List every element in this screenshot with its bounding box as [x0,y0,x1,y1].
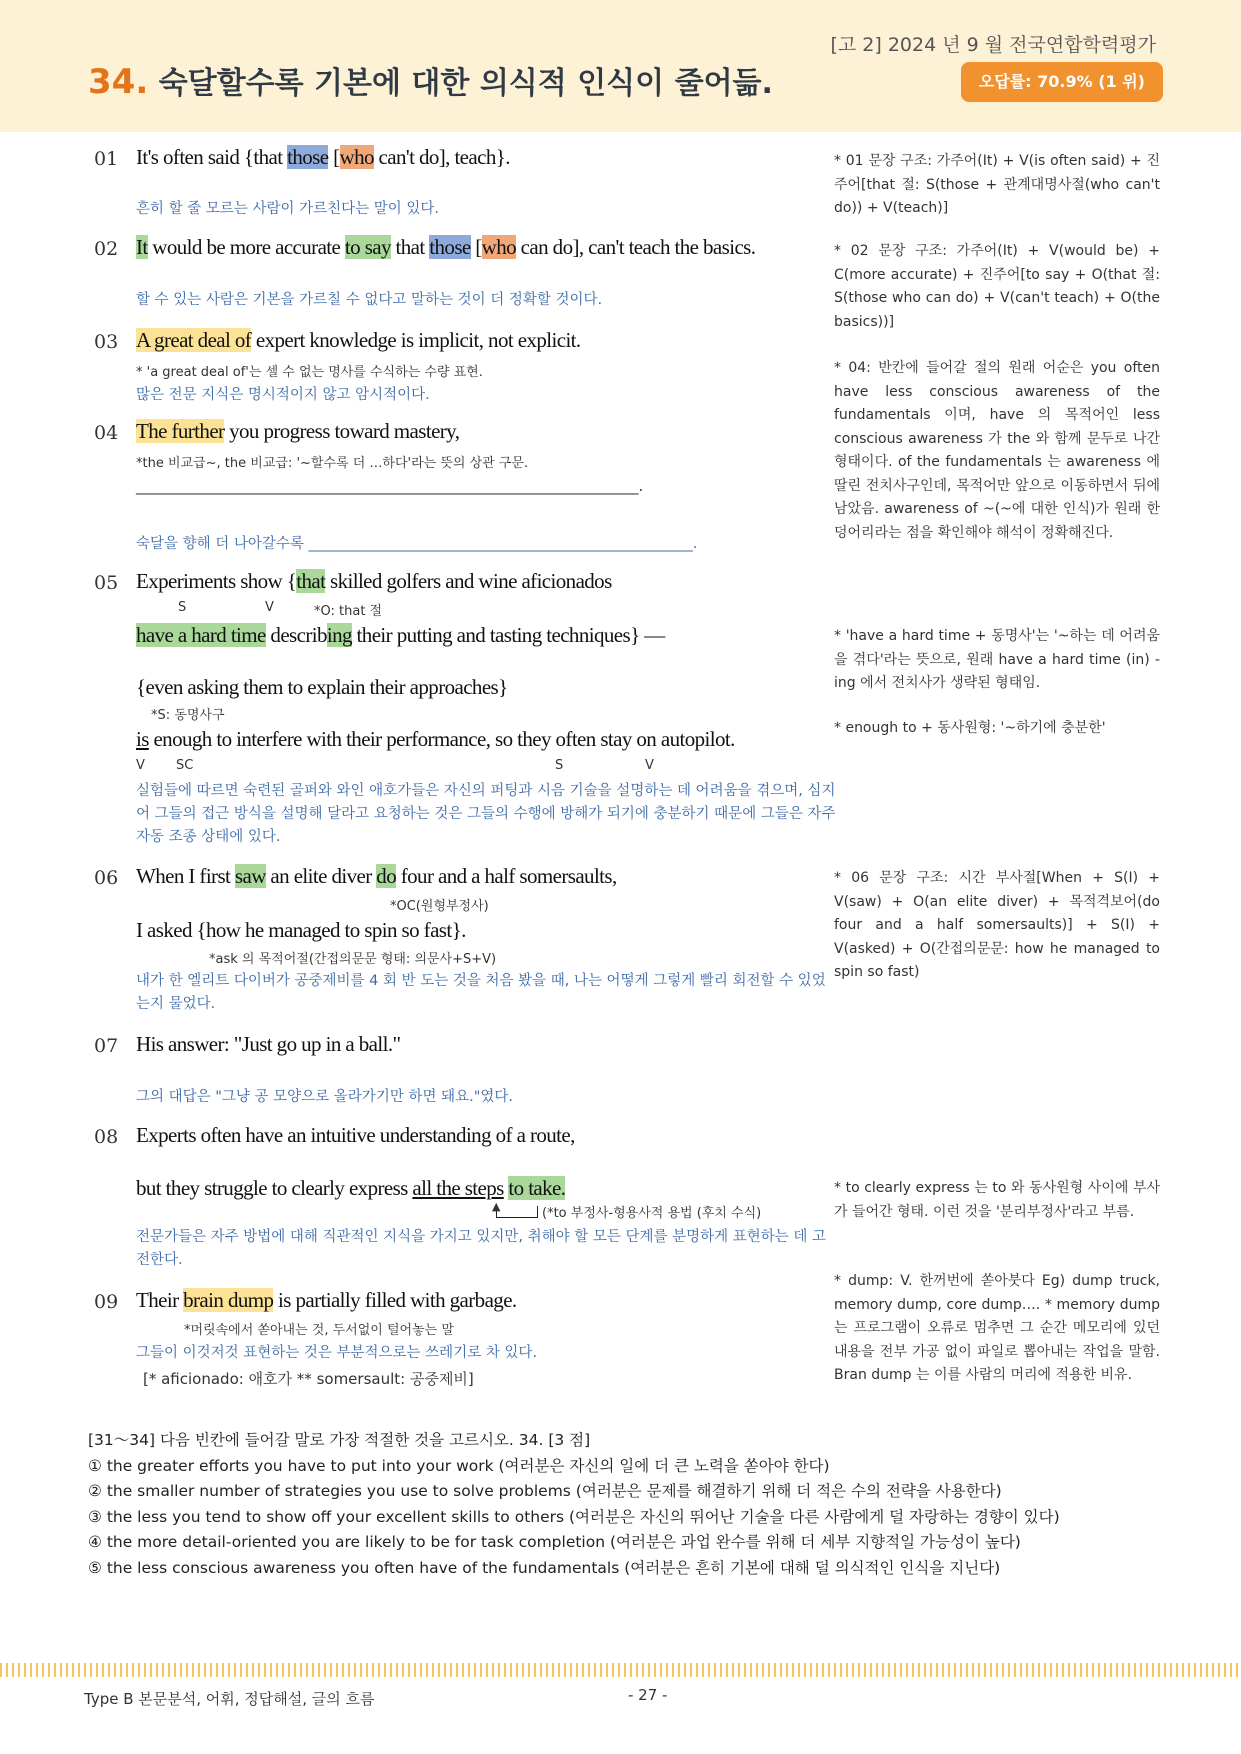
sentence-number: 01 [94,148,119,170]
sentence-number: 02 [94,238,119,260]
question-title-text: 숙달할수록 기본에 대한 의식적 인식이 줄어듦. [158,66,773,101]
side-note-08: * to clearly express 는 to 와 동사원형 사이에 부사가 들어간 형태. 이런 것을 '분리부정사'라고 부름. [834,1180,1160,1220]
page-header [0,0,1241,132]
sentence-05-line2: have a hard time describing their putting and tasting techniques} — [136,623,665,647]
sentence-number: 04 [94,422,119,444]
side-note-04: * 04: 반칸에 들어갈 절의 원래 어순은 you often have less conscious awareness of the fundamentals 이며, have 의 목적어인 less conscious awareness 가 the 와 함께 문두로 나간 형태이다. of the fundamentals 는 awareness 에 딸린 전치사구인데, 목적어만 앞으로 이동하면서 뒤에 남았음. awareness of ~(~에 대한 인식)가 원래 한 덩어리라는 점을 확인해야 해석이 정확해진다. [834,360,1160,541]
exam-name: [고 2] 2024 년 9 월 전국연합학력평가 [830,34,1156,56]
grammar-tag: *OC(원형부정사) [390,899,489,914]
translation-04: 숙달을 향해 더 나아갈수록 _____________________________________________________. [136,536,698,552]
grammar-note-09: *머릿속에서 쏟아내는 것, 두서없이 털어놓는 말 [184,1323,454,1338]
grammar-tag: *S: 동명사구 [151,708,225,723]
sentence-number: 07 [94,1035,119,1057]
translation-09: 그들이 이것저것 표현하는 것은 부분적으로는 쓰레기로 차 있다. [136,1345,538,1361]
grammar-tag: S [178,600,187,615]
sentence-09: Their brain dump is partially filled with garbage. [136,1288,517,1312]
grammar-tag: *ask 의 목적어절(간접의문문 형태: 의문사+S+V) [209,952,497,967]
translation-02: 할 수 있는 사람은 기본을 가르칠 수 없다고 말하는 것이 더 정확할 것이다. [136,292,603,308]
grammar-tag: V [265,600,274,615]
grammar-tag: SC [176,758,194,773]
sentence-03: A great deal of expert knowledge is implicit, not explicit. [136,328,581,352]
grammar-tag: *O: that 절 [314,604,383,619]
side-note-06: * 06 문장 구조: 시간 부사절[When + S(I) + V(saw) + O(an elite diver) + 목적격보어(do four and a half somersaults)] + S(I) + V(asked) + O(간접의문문: how he managed to spin so fast) [834,870,1160,980]
grammar-tag: S [555,758,564,773]
sentence-08-line1: Experts often have an intuitive understanding of a route, [136,1123,575,1147]
question-stem: [31～34] 다음 빈칸에 들어갈 말로 가장 적절한 것을 고르시오. 34. [3 점] [88,1431,591,1449]
question-title [88,58,773,102]
translation-08: 전문가들은 자주 방법에 대해 직관적인 지식을 가지고 있지만, 취해야 할 모든 단계를 분명하게 표현하는 데 고전한다. [136,1229,827,1268]
choice-5: ⑤ the less conscious awareness you often have of the fundamentals (여러분은 흔히 기본에 대해 덜 의식적인 인식을 지닌다) [88,1558,1001,1577]
translation-01: 흔히 할 줄 모르는 사람이 가르친다는 말이 있다. [136,201,440,217]
modifier-arrow [496,1206,538,1218]
side-note-01: * 01 문장 구조: 가주어(It) + V(is often said) + 진주어[that 절: S(those + 관계대명사절(who can't do)) + V(teach)] [834,153,1160,216]
translation-06: 내가 한 엘리트 다이버가 공중제비를 4 회 반 도는 것을 처음 봤을 때, 나는 어떻게 그렇게 빨리 회전할 수 있었는지 물었다. [136,973,826,1012]
side-note-05b: * enough to + 동사원형: '~하기에 충분한' [834,720,1106,736]
sentence-06-line1: When I first saw an elite diver do four and a half somersaults, [136,864,617,888]
sentence-05-line1: Experiments show {that skilled golfers and wine aficionados [136,569,612,593]
translation-05: 실험들에 따르면 숙련된 골퍼와 와인 애호가들은 자신의 퍼팅과 시음 기술을 설명하는 데 어려움을 겪으며, 심지어 그들의 접근 방식을 설명해 달라고 요청하는 것은 그들의 수행에 방해가 되기에 충분하기 때문에 그들은 자주 자동 조종 상태에 있다. [136,783,836,845]
sentence-02: It would be more accurate to say that those [who can do], can't teach the basics. [136,235,756,259]
translation-03: 많은 전문 지식은 명시적이지 않고 암시적이다. [136,387,430,403]
footer-label: Type B 본문분석, 어휘, 정답해설, 글의 흐름 [84,1690,375,1708]
grammar-tag: V [136,758,145,773]
sentence-05-line3: {even asking them to explain their approaches} [136,675,508,699]
side-note-05a: * 'have a hard time + 동명사'는 '~하는 데 어려움을 겪다'라는 뜻으로, 원래 have a hard time (in) -ing 에서 전치사가 생략된 형태임. [834,628,1160,691]
choice-2: ② the smaller number of strategies you use to solve problems (여러분은 문제를 해결하기 위해 더 적은 수의 전략을 사용한다) [88,1482,1002,1500]
sentence-04: The further you progress toward mastery, [136,419,460,443]
sentence-08-line2: but they struggle to clearly express all the steps to take. [136,1176,566,1200]
sentence-05-line4: is enough to interfere with their performance, so they often stay on autopilot. [136,727,735,751]
sentence-07: His answer: "Just go up in a ball." [136,1032,401,1056]
grammar-tag: (*to 부정사-형용사적 용법 (후치 수식) [542,1206,762,1221]
answer-blank: ___________________________________________________________________. [136,477,644,495]
answer-choices [88,1428,1188,1581]
question-number: 34. [88,62,149,102]
vocabulary-gloss: [* aficionado: 애호가 ** somersault: 공중제비] [143,1370,474,1388]
sentence-number: 08 [94,1126,119,1148]
sentence-number: 09 [94,1291,119,1313]
sentence-number: 03 [94,331,119,353]
translation-07: 그의 대답은 "그냥 공 모양으로 올라가기만 하면 돼요."였다. [136,1089,513,1105]
choice-4: ④ the more detail-oriented you are likely to be for task completion (여러분은 과업 완수를 위해 더 세부 지향적일 가능성이 높다) [88,1533,1021,1551]
page-number: - 27 - [628,1686,668,1704]
sentence-number: 05 [94,572,119,594]
grammar-note-04: *the 비교급~, the 비교급: '~할수록 더 …하다'라는 뜻의 상관 구문. [136,456,529,471]
error-rate-badge: 오답률: 70.9% (1 위) [961,62,1163,102]
footer-divider [0,1663,1241,1677]
grammar-tag: V [645,758,654,773]
choice-1: ① the greater efforts you have to put into your work (여러분은 자신의 일에 더 큰 노력을 쏟아야 한다) [88,1456,830,1475]
grammar-note-03: * 'a great deal of'는 셀 수 없는 명사를 수식하는 수량 표현. [136,365,483,380]
arrow-head-icon: ▲ [492,1200,501,1213]
side-note-09: * dump: V. 한꺼번에 쏟아붓다 Eg) dump truck, memory dump, core dump…. * memory dump 는 프로그램이 오류로 멈추면 그 순간 메모리에 있던 내용을 전부 가공 없이 파일로 뽑아내는 작업을 말함. Bran dump 는 이를 사람의 머리에 적용한 비유. [834,1273,1160,1383]
sentence-number: 06 [94,867,119,889]
side-note-02: * 02 문장 구조: 가주어(It) + V(would be) + C(more accurate) + 진주어[to say + O(that 절: S(those who can do) + V(can't teach) + O(the basics))] [834,243,1160,330]
sentence-06-line2: I asked {how he managed to spin so fast}. [136,918,466,942]
choice-3: ③ the less you tend to show off your excellent skills to others (여러분은 자신의 뛰어난 기술을 다른 사람에게 덜 자랑하는 경향이 있다) [88,1507,1060,1526]
sentence-01: It's often said {that those [who can't do], teach}. [136,145,510,169]
